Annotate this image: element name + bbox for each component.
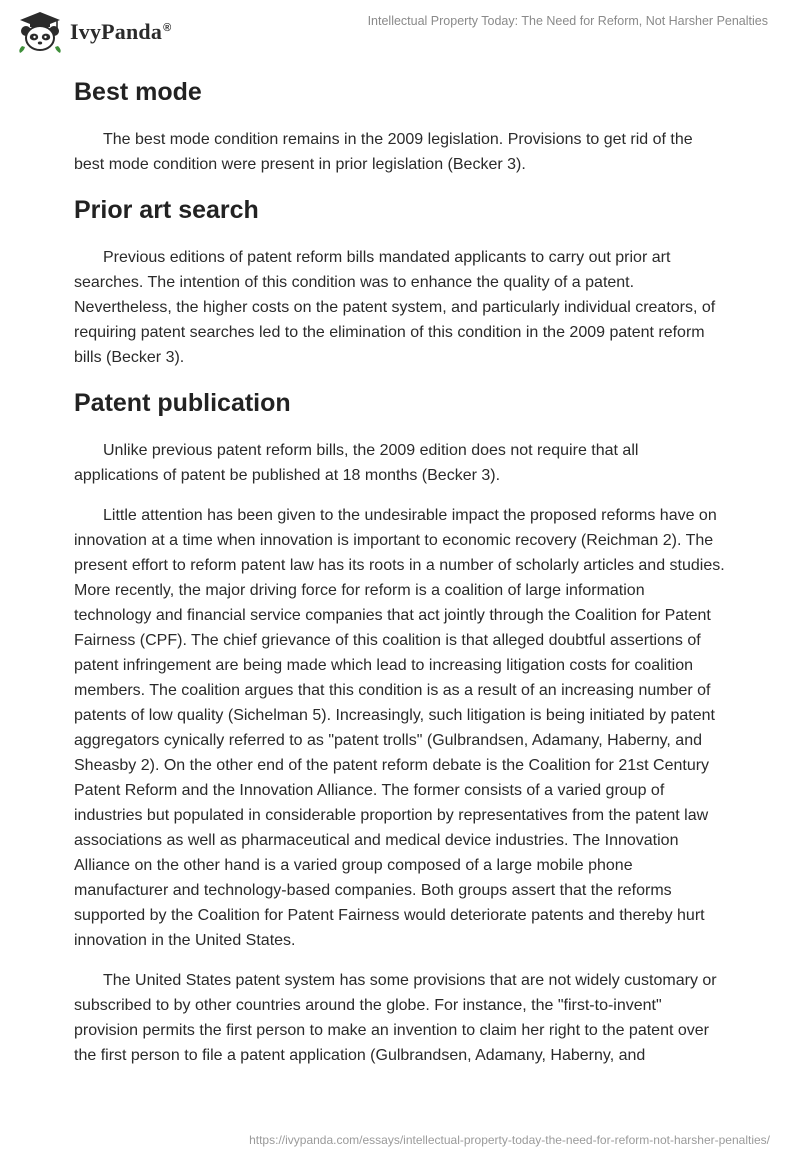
logo-wordmark: IvyPanda® xyxy=(70,19,172,44)
page-header xyxy=(0,0,800,64)
section-heading: Prior art search xyxy=(74,196,259,224)
section-heading: Patent publication xyxy=(74,389,291,417)
section-prior-art-search xyxy=(74,192,726,370)
paragraph: The best mode condition remains in the 2009 legislation. Provisions to get rid of the best mode condition were present in prior legislation (Becker 3). xyxy=(74,131,693,173)
document-title: Intellectual Property Today: The Need for Reform, Not Harsher Penalties xyxy=(367,14,768,28)
section-heading: Best mode xyxy=(74,78,202,106)
section-best-mode xyxy=(74,74,726,177)
source-url-link[interactable]: https://ivypanda.com/essays/intellectual-property-today-the-need-for-reform-not-harsher-penalties/ xyxy=(249,1133,770,1147)
paragraph: Previous editions of patent reform bills mandated applicants to carry out prior art searches. The intention of this condition was to enhance the quality of a patent. Nevertheless, the higher costs on the patent system, and particularly individual creators, of requiring patent searches led to the elimination of this condition in the 2009 patent reform bills (Becker 3). xyxy=(74,249,716,366)
section-patent-publication xyxy=(74,385,726,1068)
paragraph: Unlike previous patent reform bills, the 2009 edition does not require that all applications of patent be published at 18 months (Becker 3). xyxy=(74,442,639,484)
essay-body xyxy=(74,70,726,1083)
paragraph: The United States patent system has some provisions that are not widely customary or subscribed to by other countries around the globe. For instance, the "first-to-invent" provision permits the first person to make an invention to claim her right to the patent over the first person to file a patent application (Gulbrandsen, Adamany, Haberny, and xyxy=(74,972,717,1064)
ivypanda-logo[interactable] xyxy=(16,10,171,54)
paragraph: Little attention has been given to the undesirable impact the proposed reforms have on innovation at a time when innovation is important to economic recovery (Reichman 2). The present effort to reform patent law has its roots in a number of scholarly articles and studies. More recently, the major driving force for reform is a coalition of large information technology and financial service companies that act jointly through the Coalition for Patent Fairness (CPF). The chief grievance of this coalition is that alleged doubtful assertions of patent infringement are being made which lead to increasing litigation costs for coalition members. The coalition argues that this condition is as a result of an increasing number of patents of low quality (Sichelman 5). Increasingly, such litigation is being initiated by patent aggregators cynically referred to as "patent trolls" (Gulbrandsen, Adamany, Haberny, and Sheasby 2). On the other end of the patent reform debate is the Coalition for 21st Century Patent Reform and the Innovation Alliance. The former consists of a varied group of industries but populated in considerable proportion by representatives from the patent law associations as well as pharmaceutical and medical device industries. The Innovation Alliance on the other hand is a varied group composed of a large mobile phone manufacturer and technology-based companies. Both groups assert that the reforms supported by the Coalition for Patent Fairness would deteriorate patents and thereby hurt innovation in the United States. xyxy=(74,507,725,949)
panda-graduate-icon xyxy=(16,10,64,54)
